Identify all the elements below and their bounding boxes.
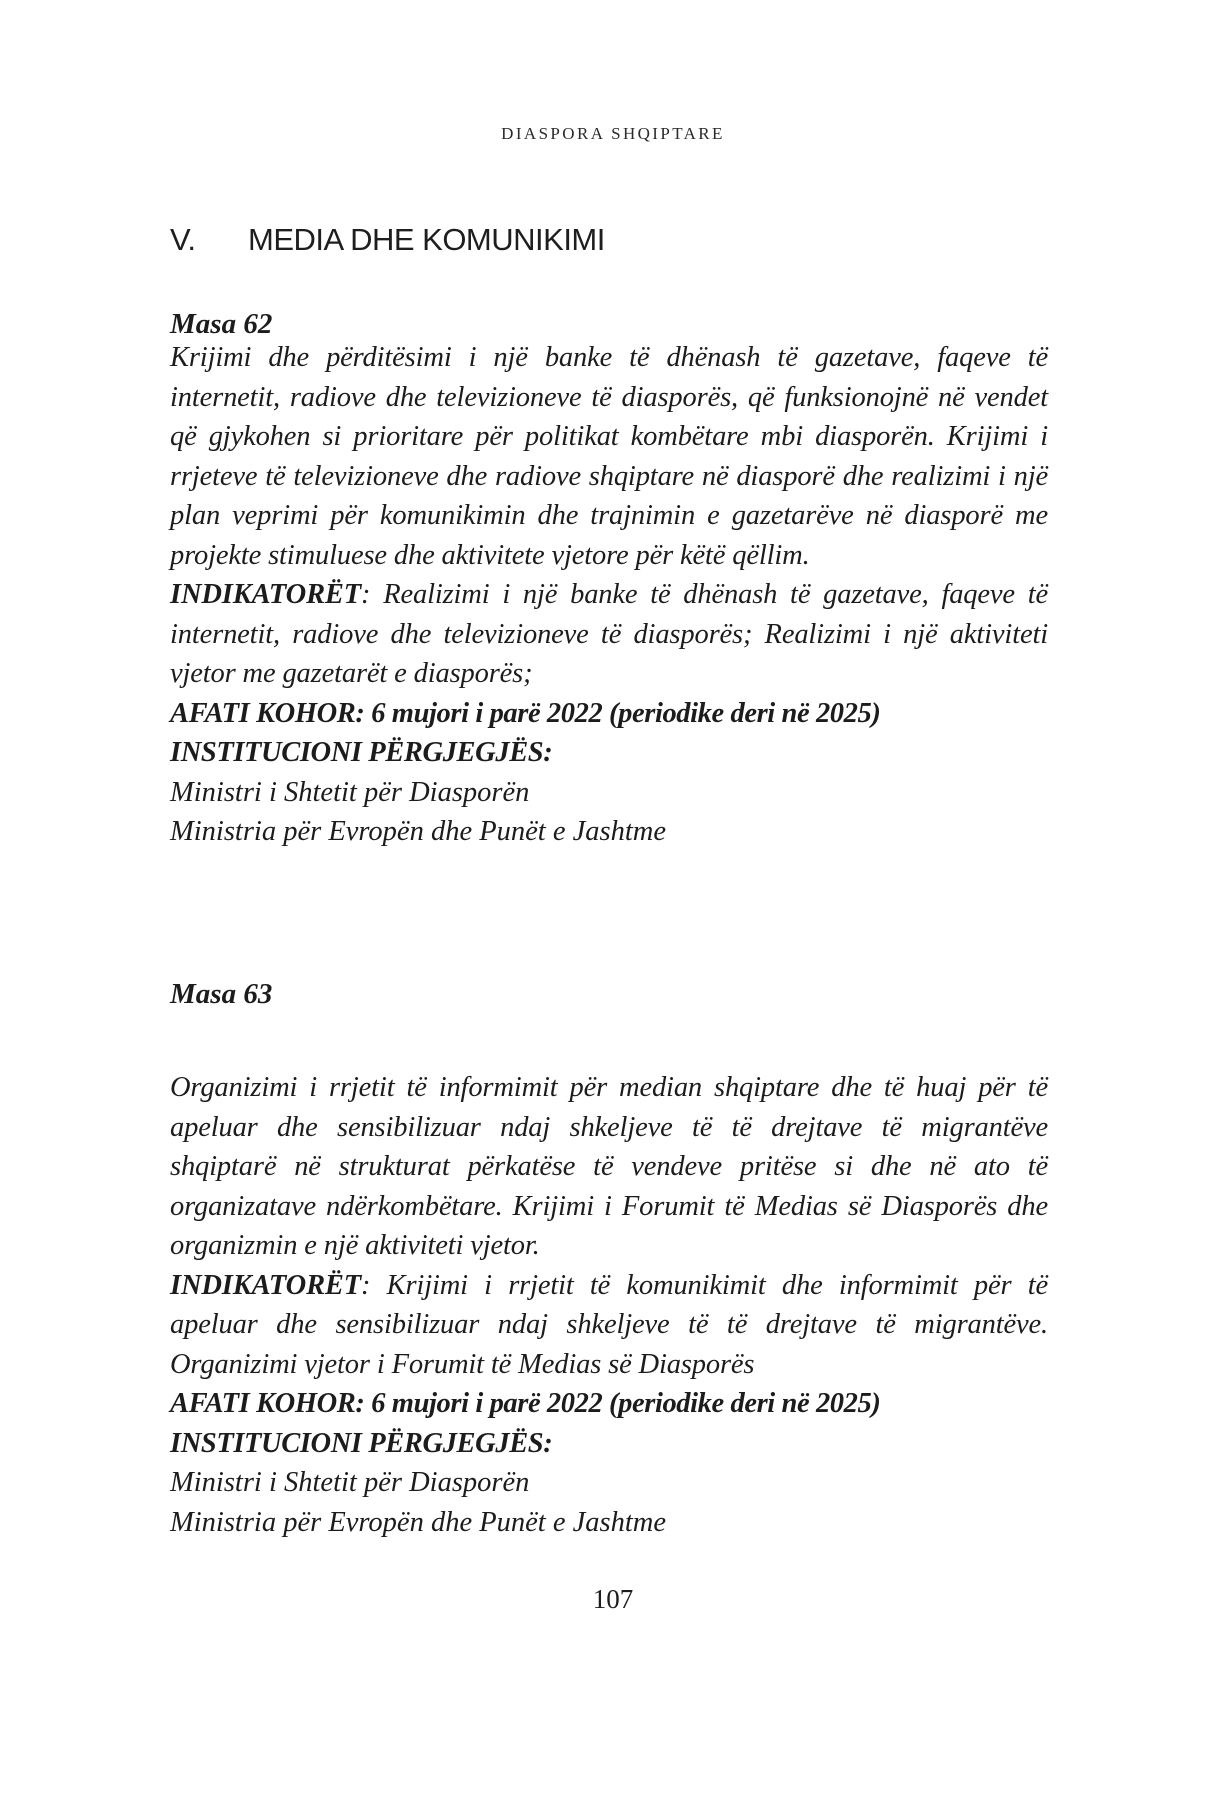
- measure-62-institution-label: INSTITUCIONI PËRGJEGJËS:: [170, 737, 553, 768]
- measure-62-institution-1: Ministri i Shtetit për Diasporën: [170, 776, 530, 808]
- running-header: DIASPORA SHQIPTARE: [501, 124, 725, 143]
- measure-62-description: Krijimi dhe përditësimi i një banke të dhënash të gazetave, faqeve të internetit, radiove dhe televizioneve të diasporës, që funksionojnë në vendet që gjykohen si prioritare për politikat kombëtare mbi diasporën. Krijimi i rrjeteve të televizioneve dhe radiove shqiptare në diasporë dhe realizimi i një plan veprimi për komunikimin dhe trajnimin e gazetarëve në diasporë me projekte stimuluese dhe aktivitete vjetore për këtë qëllim.: [170, 342, 1048, 571]
- measure-62-indicators: [170, 575, 1048, 694]
- chapter-heading: [170, 222, 605, 258]
- measure-62-institution-2: Ministria për Evropën dhe Punët e Jashtme: [170, 816, 666, 847]
- measure-63-indicators: [170, 1266, 1048, 1385]
- measure-63-description: Organizimi i rrjetit të informimit për median shqiptare dhe të huaj për të apeluar dhe sensibilizuar ndaj shkeljeve të të drejtave të migrantëve shqiptarë në strukturat përkatëse të vendeve pritëse si dhe në ato të organizatave ndërkombëtare. Krijimi i Forumit të Medias së Diasporës dhe organizmin e një aktiviteti vjetor.: [170, 1072, 1048, 1261]
- measure-63-deadline: AFATI KOHOR: 6 mujori i parë 2022 (periodike deri në 2025): [170, 1388, 881, 1419]
- measure-63-institution-1: Ministri i Shtetit për Diasporën: [170, 1467, 530, 1498]
- page-number: 107: [592, 1584, 634, 1614]
- chapter-number: V.: [170, 222, 196, 257]
- measure-62-indicators-label: INDIKATORËT: [170, 579, 362, 610]
- measure-63-institution-2: Ministria për Evropën dhe Punët e Jashtme: [170, 1506, 666, 1538]
- measure-62-indicators-text: : Realizimi i një banke të dhënash të gazetave, faqeve të internetit, radiove dhe televizioneve të diasporës; Realizimi i një aktiviteti vjetor me gazetarët e diasporës;: [170, 579, 1048, 689]
- measure-63-indicators-text: : Krijimi i rrjetit të komunikimit dhe informimit për të apeluar dhe sensibilizuar ndaj shkeljeve të të drejtave të migrantëve. Organizimi vjetor i Forumit të Medias së Diasporës: [170, 1269, 1048, 1380]
- measure-62-deadline: AFATI KOHOR: 6 mujori i parë 2022 (periodike deri në 2025): [170, 697, 881, 729]
- measure-63-institution-label: INSTITUCIONI PËRGJEGJËS:: [170, 1427, 553, 1459]
- chapter-title: MEDIA DHE KOMUNIKIMI: [248, 222, 605, 257]
- measure-63-indicators-label: INDIKATORËT: [170, 1269, 362, 1301]
- measure-63-body: [170, 1068, 1048, 1542]
- measure-62-title: Masa 62: [170, 308, 273, 340]
- measure-63-title: Masa 63: [170, 978, 273, 1010]
- measure-62-body: [170, 338, 1048, 852]
